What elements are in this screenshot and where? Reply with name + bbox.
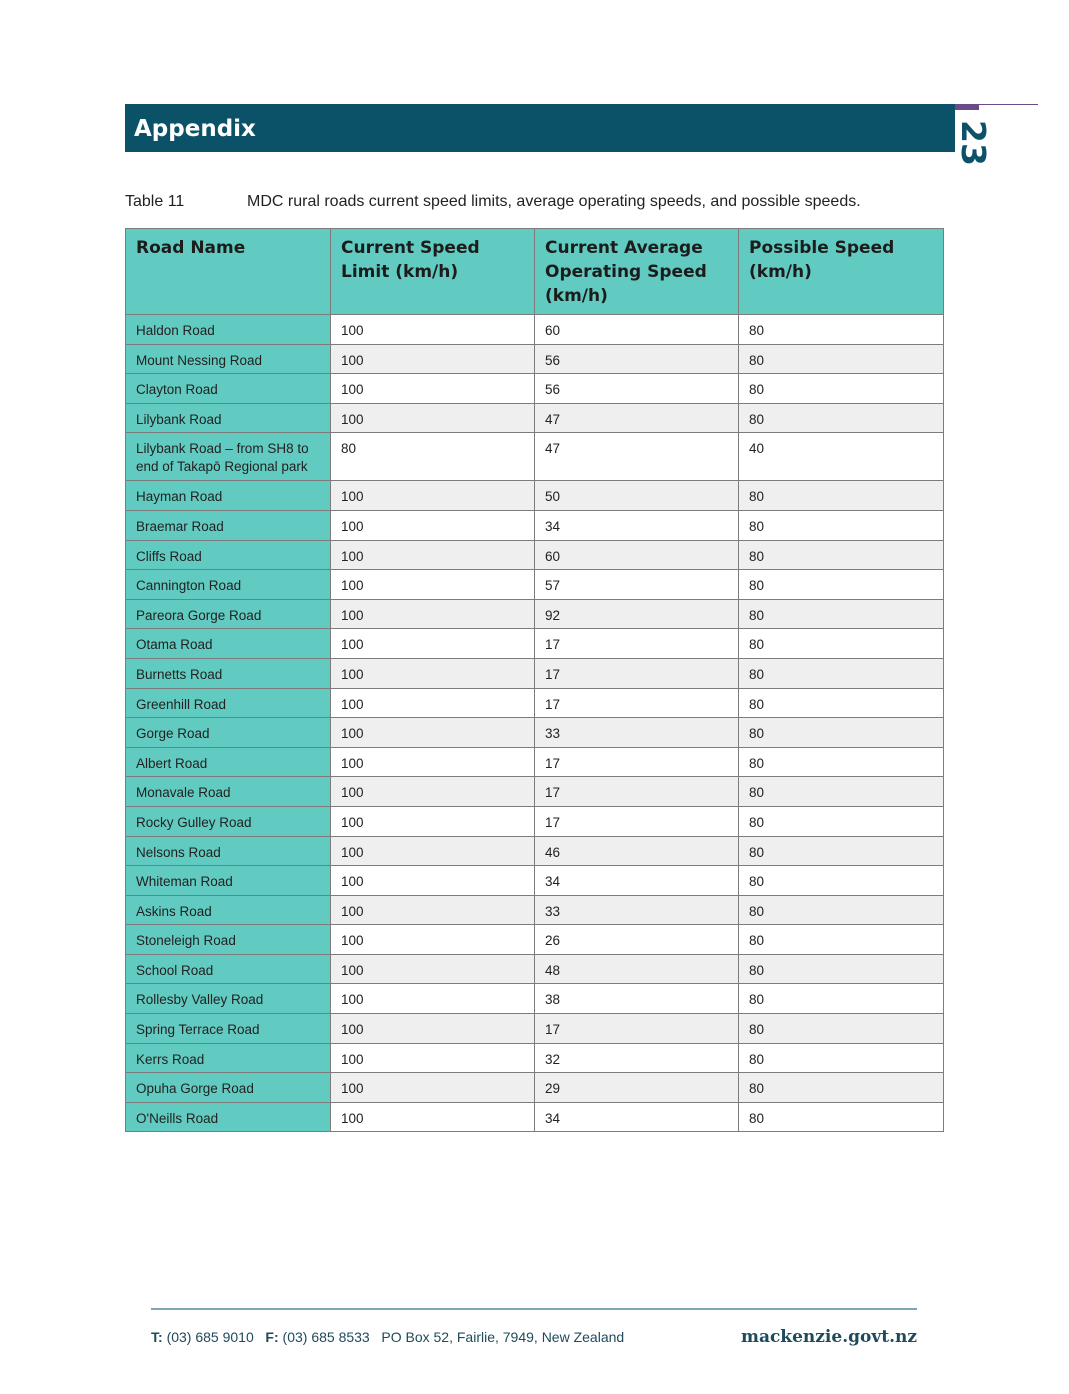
- cell-possible-speed: 80: [739, 895, 944, 925]
- cell-road-name: Askins Road: [126, 895, 331, 925]
- cell-road-name: Stoneleigh Road: [126, 925, 331, 955]
- cell-average-operating-speed: 47: [535, 433, 739, 481]
- footer-divider: [151, 1308, 917, 1310]
- column-header-possible-speed: Possible Speed (km/h): [739, 229, 944, 315]
- table-row: [126, 510, 944, 540]
- cell-average-operating-speed: 92: [535, 599, 739, 629]
- cell-road-name: Cliffs Road: [126, 540, 331, 570]
- cell-current-speed-limit: 80: [331, 433, 535, 481]
- accent-block: [955, 104, 979, 110]
- table-row: [126, 984, 944, 1014]
- cell-average-operating-speed: 47: [535, 403, 739, 433]
- cell-current-speed-limit: 100: [331, 1014, 535, 1044]
- table-row: [126, 481, 944, 511]
- postal-address: PO Box 52, Fairlie, 7949, New Zealand: [381, 1329, 625, 1345]
- cell-average-operating-speed: 57: [535, 570, 739, 600]
- table-row: [126, 806, 944, 836]
- cell-road-name: Haldon Road: [126, 315, 331, 345]
- cell-road-name: Mount Nessing Road: [126, 344, 331, 374]
- cell-possible-speed: 80: [739, 954, 944, 984]
- table-row: [126, 433, 944, 481]
- cell-road-name: Otama Road: [126, 629, 331, 659]
- cell-current-speed-limit: 100: [331, 1102, 535, 1132]
- fax-number: (03) 685 8533: [282, 1329, 370, 1345]
- cell-current-speed-limit: 100: [331, 954, 535, 984]
- table-row: [126, 374, 944, 404]
- table-row: [126, 836, 944, 866]
- cell-road-name: Hayman Road: [126, 481, 331, 511]
- cell-possible-speed: 80: [739, 629, 944, 659]
- cell-average-operating-speed: 17: [535, 747, 739, 777]
- column-header-average-operating-speed: Current Average Operating Speed (km/h): [535, 229, 739, 315]
- cell-road-name: O'Neills Road: [126, 1102, 331, 1132]
- cell-average-operating-speed: 60: [535, 540, 739, 570]
- table-row: [126, 629, 944, 659]
- cell-road-name: Greenhill Road: [126, 688, 331, 718]
- phone-label: T:: [151, 1329, 163, 1345]
- cell-average-operating-speed: 33: [535, 895, 739, 925]
- table-row: [126, 866, 944, 896]
- cell-possible-speed: 80: [739, 1043, 944, 1073]
- cell-possible-speed: 80: [739, 777, 944, 807]
- cell-possible-speed: 80: [739, 1102, 944, 1132]
- cell-average-operating-speed: 60: [535, 315, 739, 345]
- cell-road-name: School Road: [126, 954, 331, 984]
- cell-current-speed-limit: 100: [331, 895, 535, 925]
- table-row: [126, 658, 944, 688]
- cell-possible-speed: 80: [739, 688, 944, 718]
- table-caption-text: MDC rural roads current speed limits, average operating speeds, and possible speeds.: [247, 193, 861, 210]
- phone-number: (03) 685 9010: [166, 1329, 254, 1345]
- table-row: [126, 1073, 944, 1103]
- cell-road-name: Albert Road: [126, 747, 331, 777]
- fax-label: F:: [265, 1329, 279, 1345]
- table-row: [126, 315, 944, 345]
- cell-current-speed-limit: 100: [331, 688, 535, 718]
- cell-current-speed-limit: 100: [331, 344, 535, 374]
- column-header-road-name: Road Name: [126, 229, 331, 315]
- cell-possible-speed: 80: [739, 1014, 944, 1044]
- cell-current-speed-limit: 100: [331, 403, 535, 433]
- table-row: [126, 599, 944, 629]
- cell-road-name: Rocky Gulley Road: [126, 806, 331, 836]
- cell-current-speed-limit: 100: [331, 599, 535, 629]
- cell-current-speed-limit: 100: [331, 777, 535, 807]
- cell-road-name: Spring Terrace Road: [126, 1014, 331, 1044]
- cell-current-speed-limit: 100: [331, 866, 535, 896]
- cell-average-operating-speed: 33: [535, 718, 739, 748]
- cell-average-operating-speed: 34: [535, 510, 739, 540]
- cell-road-name: Lilybank Road: [126, 403, 331, 433]
- cell-road-name: Lilybank Road – from SH8 to end of Takapō Regional park: [126, 433, 331, 481]
- cell-current-speed-limit: 100: [331, 747, 535, 777]
- cell-possible-speed: 80: [739, 540, 944, 570]
- cell-road-name: Kerrs Road: [126, 1043, 331, 1073]
- cell-road-name: Rollesby Valley Road: [126, 984, 331, 1014]
- cell-road-name: Monavale Road: [126, 777, 331, 807]
- table-row: [126, 747, 944, 777]
- cell-current-speed-limit: 100: [331, 629, 535, 659]
- cell-possible-speed: 80: [739, 570, 944, 600]
- cell-average-operating-speed: 17: [535, 629, 739, 659]
- cell-average-operating-speed: 56: [535, 344, 739, 374]
- cell-possible-speed: 80: [739, 344, 944, 374]
- cell-possible-speed: 80: [739, 599, 944, 629]
- cell-possible-speed: 40: [739, 433, 944, 481]
- table-body: [126, 315, 944, 1132]
- cell-average-operating-speed: 38: [535, 984, 739, 1014]
- cell-average-operating-speed: 50: [535, 481, 739, 511]
- table-row: [126, 540, 944, 570]
- cell-average-operating-speed: 17: [535, 688, 739, 718]
- cell-current-speed-limit: 100: [331, 1043, 535, 1073]
- table-row: [126, 1102, 944, 1132]
- cell-average-operating-speed: 29: [535, 1073, 739, 1103]
- footer-website[interactable]: mackenzie.govt.nz: [740, 1327, 917, 1347]
- cell-possible-speed: 80: [739, 403, 944, 433]
- cell-average-operating-speed: 56: [535, 374, 739, 404]
- cell-road-name: Cannington Road: [126, 570, 331, 600]
- table-caption: [125, 192, 861, 212]
- page-title: Appendix: [134, 116, 256, 142]
- table-row: [126, 954, 944, 984]
- cell-road-name: Nelsons Road: [126, 836, 331, 866]
- speed-table: [125, 228, 944, 1132]
- footer-contact: [151, 1328, 624, 1346]
- table-row: [126, 718, 944, 748]
- column-header-current-speed-limit: Current Speed Limit (km/h): [331, 229, 535, 315]
- cell-road-name: Opuha Gorge Road: [126, 1073, 331, 1103]
- table-row: [126, 344, 944, 374]
- cell-average-operating-speed: 17: [535, 777, 739, 807]
- cell-average-operating-speed: 32: [535, 1043, 739, 1073]
- cell-current-speed-limit: 100: [331, 540, 535, 570]
- cell-current-speed-limit: 100: [331, 481, 535, 511]
- cell-average-operating-speed: 46: [535, 836, 739, 866]
- cell-current-speed-limit: 100: [331, 315, 535, 345]
- table-row: [126, 570, 944, 600]
- cell-average-operating-speed: 17: [535, 1014, 739, 1044]
- cell-average-operating-speed: 26: [535, 925, 739, 955]
- cell-average-operating-speed: 34: [535, 1102, 739, 1132]
- cell-average-operating-speed: 17: [535, 806, 739, 836]
- cell-possible-speed: 80: [739, 806, 944, 836]
- cell-possible-speed: 80: [739, 866, 944, 896]
- cell-road-name: Gorge Road: [126, 718, 331, 748]
- cell-current-speed-limit: 100: [331, 658, 535, 688]
- cell-road-name: Pareora Gorge Road: [126, 599, 331, 629]
- cell-possible-speed: 80: [739, 658, 944, 688]
- cell-possible-speed: 80: [739, 747, 944, 777]
- cell-possible-speed: 80: [739, 481, 944, 511]
- cell-current-speed-limit: 100: [331, 1073, 535, 1103]
- cell-possible-speed: 80: [739, 374, 944, 404]
- cell-possible-speed: 80: [739, 984, 944, 1014]
- table-row: [126, 895, 944, 925]
- table-row: [126, 777, 944, 807]
- table-row: [126, 925, 944, 955]
- cell-possible-speed: 80: [739, 510, 944, 540]
- cell-current-speed-limit: 100: [331, 374, 535, 404]
- cell-possible-speed: 80: [739, 836, 944, 866]
- cell-current-speed-limit: 100: [331, 806, 535, 836]
- cell-average-operating-speed: 48: [535, 954, 739, 984]
- cell-possible-speed: 80: [739, 925, 944, 955]
- cell-average-operating-speed: 17: [535, 658, 739, 688]
- cell-current-speed-limit: 100: [331, 718, 535, 748]
- cell-current-speed-limit: 100: [331, 984, 535, 1014]
- cell-possible-speed: 80: [739, 1073, 944, 1103]
- cell-possible-speed: 80: [739, 718, 944, 748]
- page-number: 23: [954, 120, 993, 166]
- table-caption-label: Table 11: [125, 193, 185, 210]
- table-row: [126, 1014, 944, 1044]
- cell-road-name: Whiteman Road: [126, 866, 331, 896]
- cell-current-speed-limit: 100: [331, 925, 535, 955]
- table-header-row: [126, 229, 944, 315]
- table-row: [126, 688, 944, 718]
- cell-road-name: Clayton Road: [126, 374, 331, 404]
- cell-current-speed-limit: 100: [331, 570, 535, 600]
- cell-current-speed-limit: 100: [331, 836, 535, 866]
- cell-road-name: Braemar Road: [126, 510, 331, 540]
- cell-possible-speed: 80: [739, 315, 944, 345]
- cell-average-operating-speed: 34: [535, 866, 739, 896]
- cell-road-name: Burnetts Road: [126, 658, 331, 688]
- cell-current-speed-limit: 100: [331, 510, 535, 540]
- table-row: [126, 403, 944, 433]
- table-row: [126, 1043, 944, 1073]
